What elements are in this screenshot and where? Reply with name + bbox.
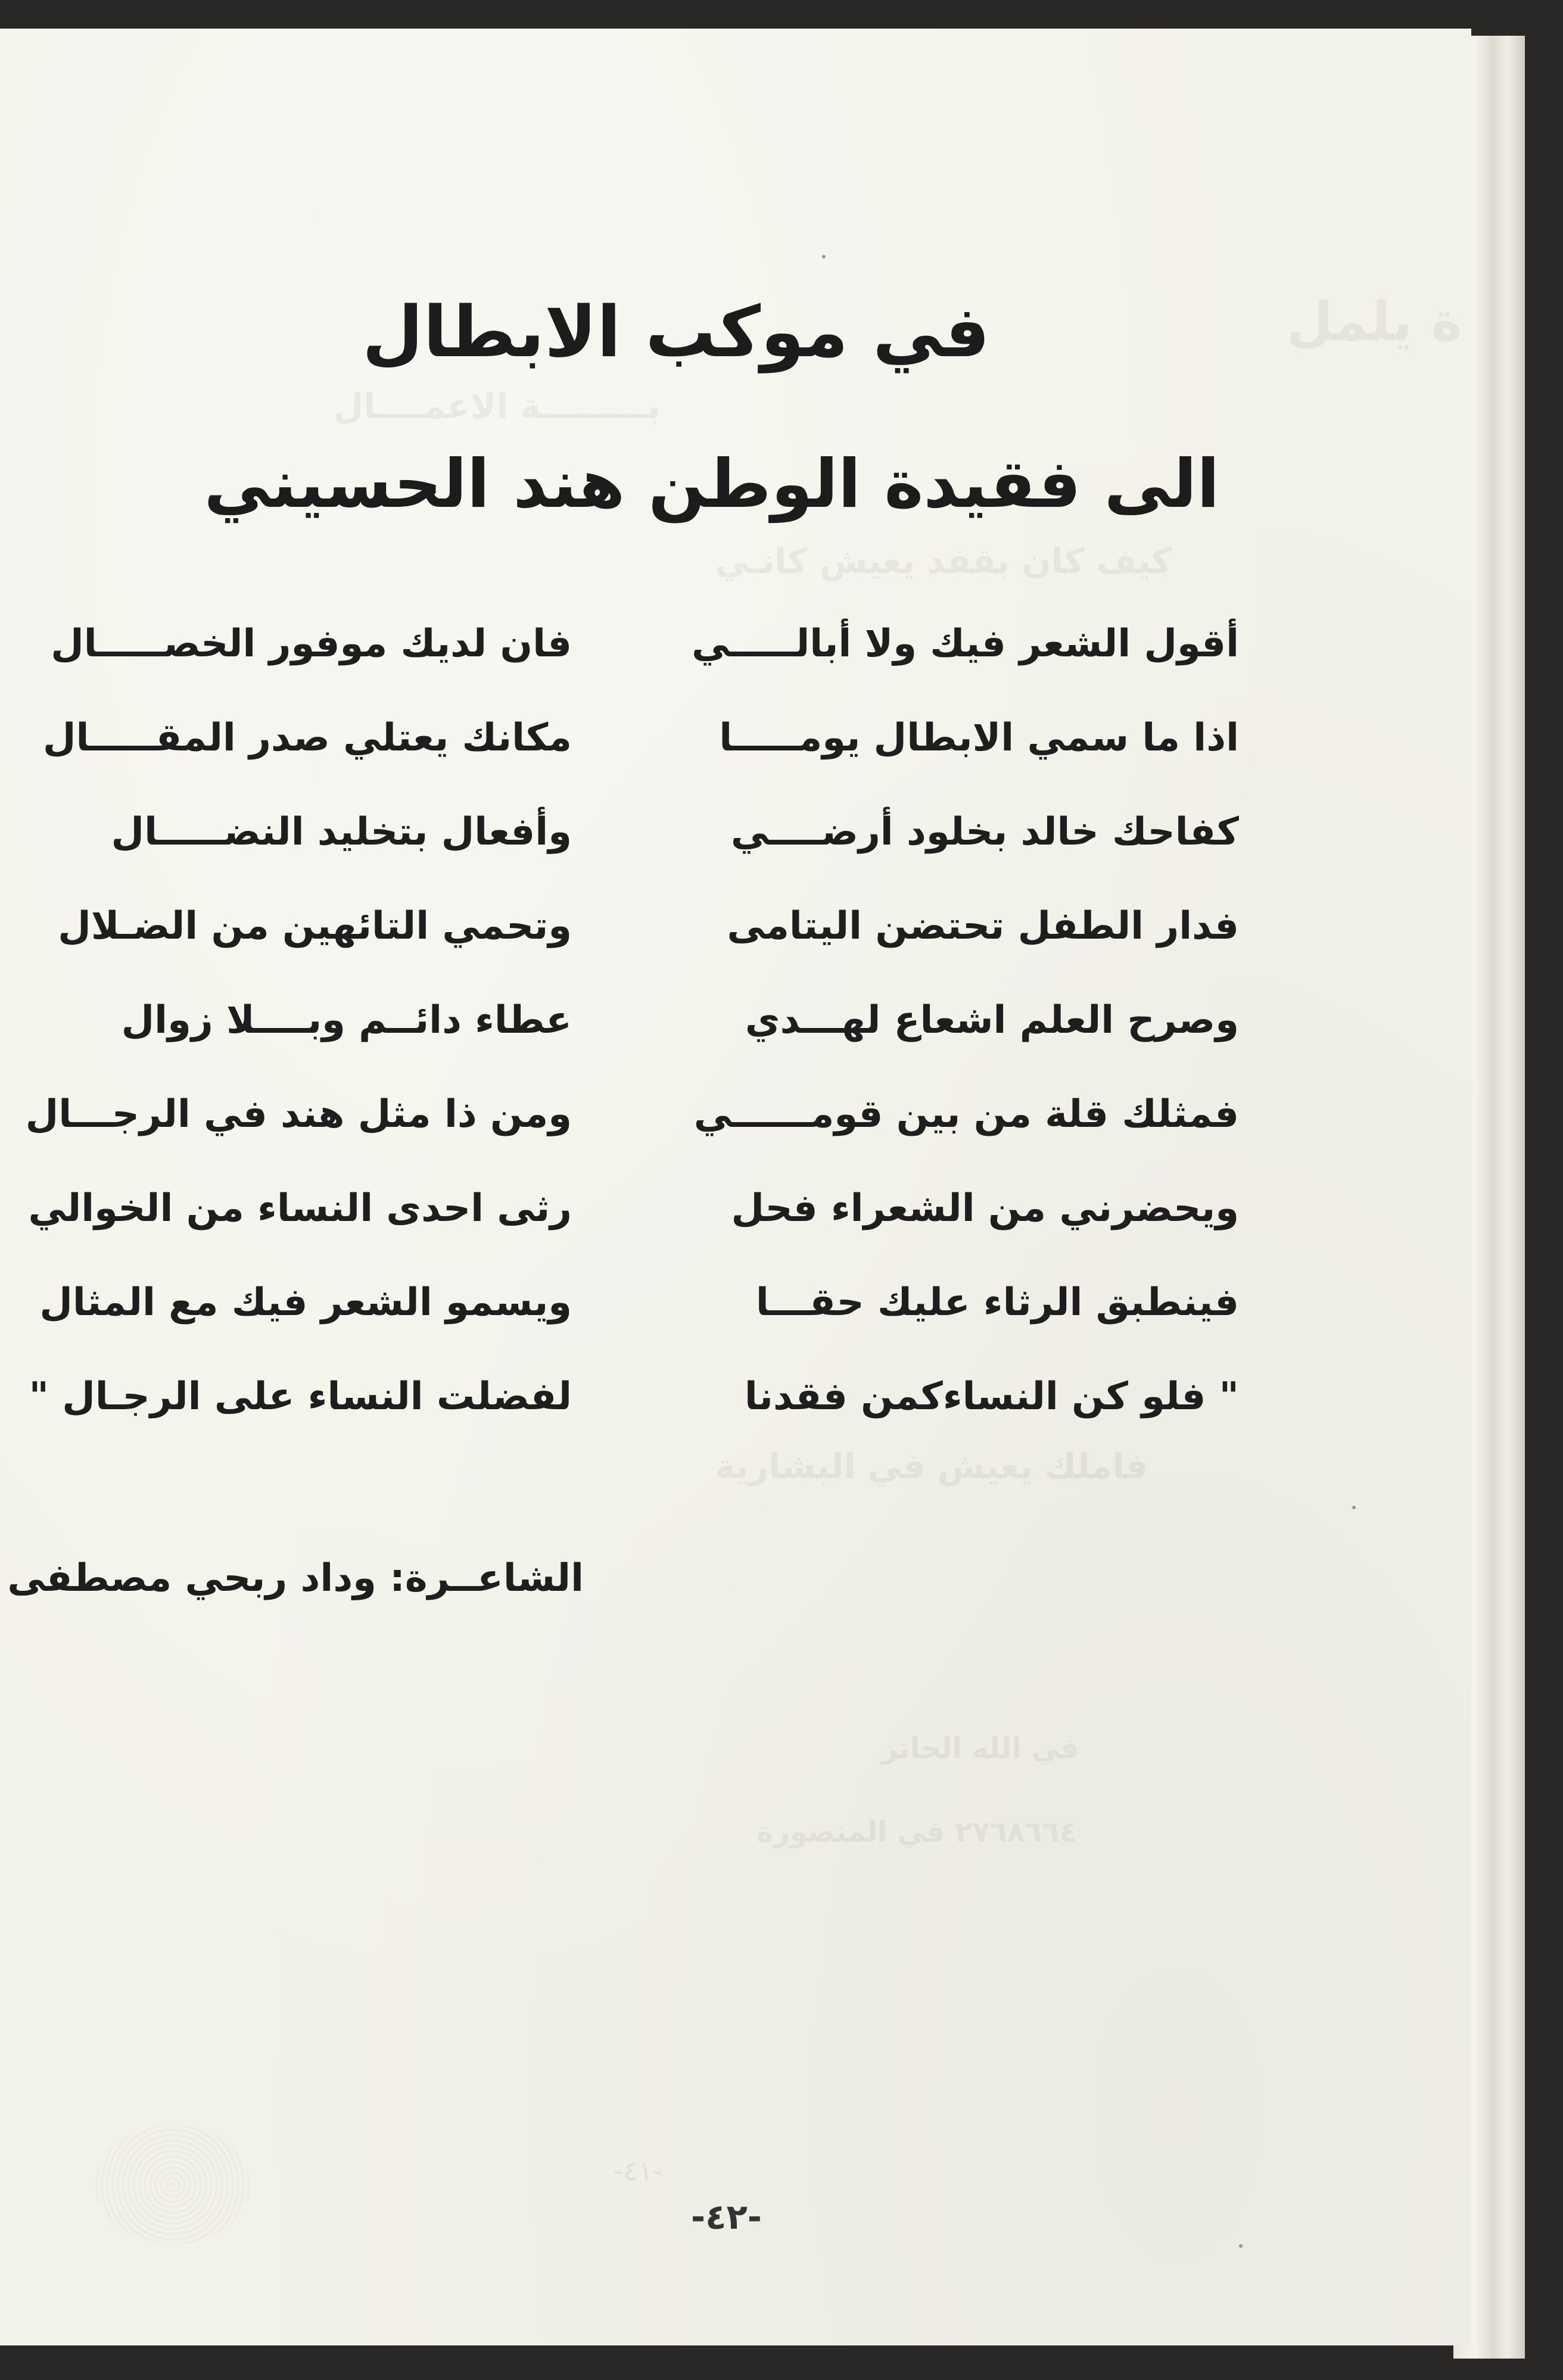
page-number: -٤٢- xyxy=(691,2197,762,2237)
dust-speck xyxy=(822,255,826,258)
dust-speck xyxy=(1352,1506,1356,1509)
bleed-through-text: فاملك يعيش في البشارية xyxy=(715,1446,1148,1487)
verse-line: وأفعال بتخليد النضـــــال xyxy=(111,810,572,854)
verse-line: عطاء دائــم وبــــلا زوال xyxy=(121,998,572,1042)
verse-line: ويسمو الشعر فيك مع المثال xyxy=(39,1281,572,1325)
bleed-through-text: بـــــــــة الاعمــــال xyxy=(334,386,661,426)
verse-line: وصرح العلم اشعاع لهـــدي xyxy=(745,998,1239,1042)
poet-signature: الشاعــرة: وداد ربحي مصطفى xyxy=(7,1556,584,1600)
dust-speck xyxy=(1239,2244,1243,2248)
verse-line: " فلو كن النساءكمن فقدنا xyxy=(744,1375,1239,1419)
bleed-through-text: في الله الحاتر xyxy=(882,1732,1079,1765)
verse-column-right xyxy=(692,615,1239,1462)
verse-line: فان لديك موفور الخصـــــال xyxy=(51,622,572,666)
bleed-through-text: ة يلمل xyxy=(1287,291,1463,353)
verse-line: مكانك يعتلي صدر المقـــــال xyxy=(42,716,572,760)
verse-line: فمثلك قلة من بين قومــــــي xyxy=(693,1092,1239,1136)
poem-subtitle: الى فقيدة الوطن هند الحسيني xyxy=(204,446,1220,523)
verse-line: رثى احدى النساء من الخوالي xyxy=(28,1186,572,1231)
verse-line: فينطبق الرثاء عليك حقـــا xyxy=(755,1281,1239,1325)
verse-line: ومن ذا مثل هند في الرجـــال xyxy=(25,1092,572,1136)
verse-line: وتحمي التائهين من الضـلال xyxy=(58,904,572,948)
verse-line: أقول الشعر فيك ولا أبالـــــي xyxy=(692,622,1239,666)
verse-line: اذا ما سمي الابطال يومـــــا xyxy=(719,716,1239,760)
bleed-through-text: كيف كان بقفد يعيش كانـي xyxy=(715,541,1172,581)
verse-column-left xyxy=(25,615,572,1462)
verse-line: لفضلت النساء على الرجـال " xyxy=(29,1375,572,1419)
verse-line: كفاحك خالد بخلود أرضــــي xyxy=(730,810,1239,854)
verse-line: ويحضرني من الشعراء فحل xyxy=(731,1186,1239,1231)
fingerprint-smudge xyxy=(95,2125,250,2244)
bleed-through-text: ٢٧٦٨٦٦٤ في المنصورة xyxy=(756,1815,1078,1849)
paper-page xyxy=(0,29,1471,2345)
bleed-through-page-number: -٤١- xyxy=(614,2155,663,2187)
poem-title: في موكب الابطال xyxy=(362,291,990,373)
verse-line: فدار الطفل تحتضن اليتامى xyxy=(727,904,1239,948)
